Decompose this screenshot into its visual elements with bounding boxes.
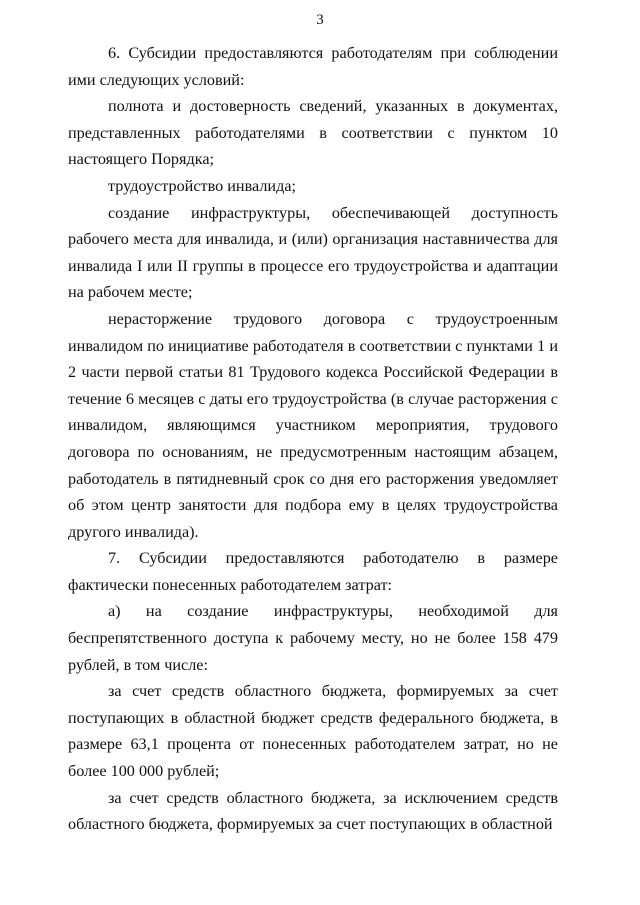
paragraph-7a: а) на создание инфраструктуры, необходимой для беспрепятственного доступа к рабочему месту, но не более 158 479 рублей, в том числе:: [68, 602, 558, 674]
paragraph-condition-non-termination: нерасторжение трудового договора с трудоустроенным инвалидом по инициативе работодателя в соответствии с пунктами 1 и 2 части первой статьи 81 Трудового кодекса Российской Федерации в течение 6 месяцев с даты его трудоустройства (в случае расторжения с инвалидом, являющимся участником мероприятия, трудового договора по основаниям, не предусмотренным настоящим абзацем, работодатель в пятидневный срок со дня его расторжения уведомляет об этом центр занятости для подбора ему в целях трудоустройства другого инвалида).: [68, 309, 558, 541]
paragraph-condition-employment: трудоустройство инвалида;: [108, 176, 297, 195]
paragraph-7a-federal: за счет средств областного бюджета, формируемых за счет поступающих в областной бюджет средств федерального бюджета, в размере 63,1 процента от понесенных работодателем затрат, но не более 100 000 рублей;: [68, 682, 558, 781]
paragraph-7-intro: 7. Субсидии предоставляются работодателю в размере фактически понесенных работодателем затрат:: [68, 549, 558, 594]
paragraph-6-intro: 6. Субсидии предоставляются работодателям при соблюдении ими следующих условий:: [68, 44, 558, 89]
paragraph-condition-infrastructure: создание инфраструктуры, обеспечивающей доступность рабочего места для инвалида, и (или) организация наставничества для инвалида I или II группы в процессе его трудоустройства и адаптации на рабочем месте;: [68, 203, 558, 302]
paragraph-7a-regional: за счет средств областного бюджета, за исключением средств областного бюджета, формируемых за счет поступающих в областной: [68, 788, 558, 834]
document-body: [68, 40, 558, 838]
paragraph-condition-completeness: полнота и достоверность сведений, указанных в документах, представленных работодателями в соответствии с пунктом 10 настоящего Порядка;: [68, 97, 558, 169]
page-number: 3: [316, 12, 324, 28]
